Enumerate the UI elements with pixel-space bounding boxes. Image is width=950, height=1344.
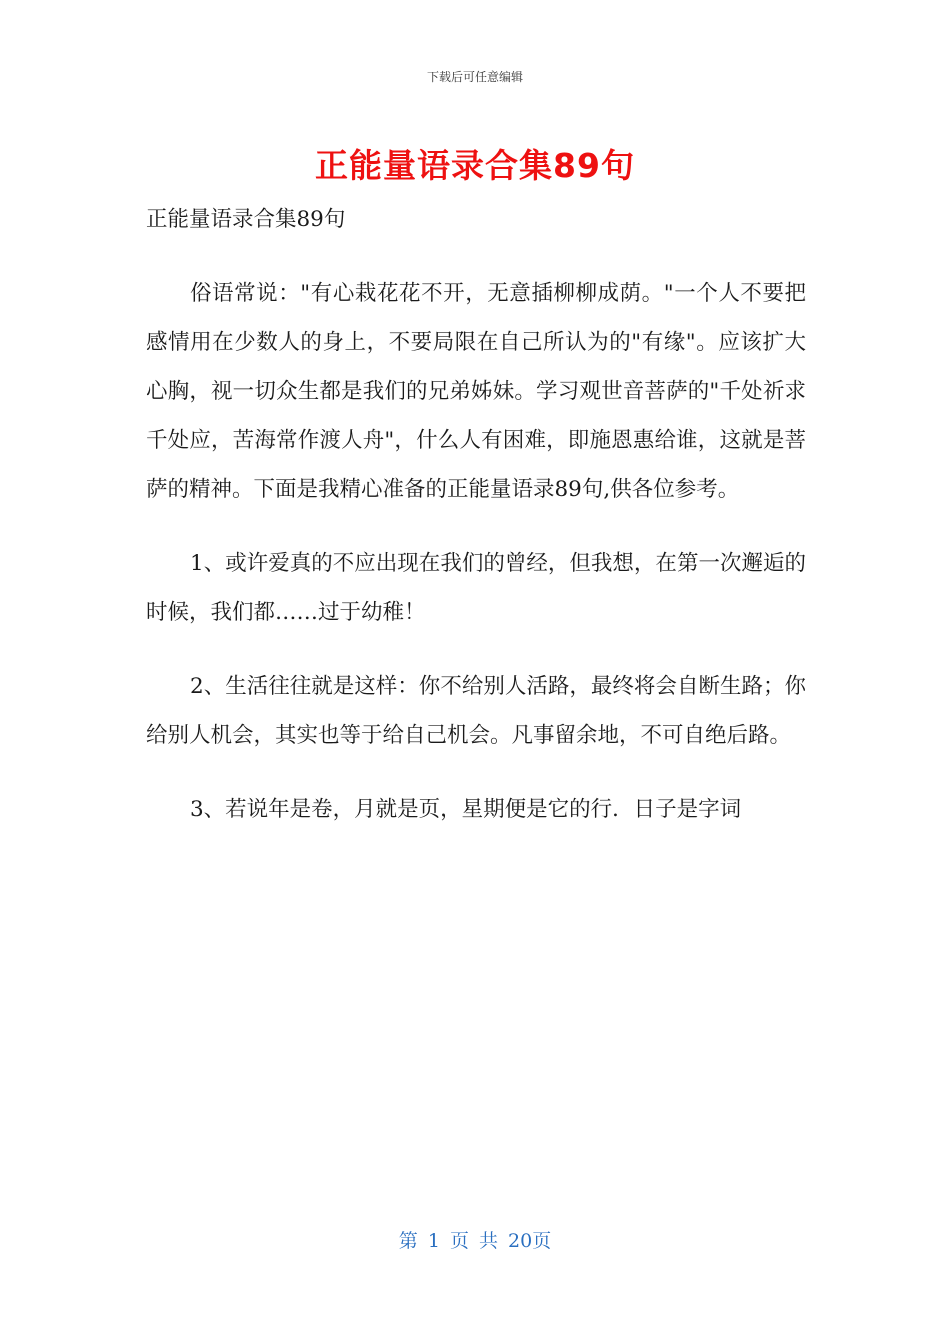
- page-number-footer: 第 1 页 共 20页: [398, 1230, 552, 1252]
- intro-paragraph: 俗语常说："有心栽花花不开，无意插柳柳成荫。"一个人不要把感情用在少数人的身上，不要局限在自己所认为的"有缘"。应该扩大心胸，视一切众生都是我们的兄弟姊妹。学习观世音菩萨的"千处祈求千处应，苦海常作渡人舟"，什么人有困难，即施恩惠给谁，这就是菩萨的精神。下面是我精心准备的正能量语录89句,供各位参考。: [146, 281, 806, 502]
- document-body: [146, 195, 806, 859]
- quote-paragraph-2: 2、生活往往就是这样：你不给别人活路，最终将会自断生路；你给别人机会，其实也等于给自己机会。凡事留余地，不可自绝后路。: [146, 674, 806, 748]
- quote-paragraph-3: 3、若说年是卷，月就是页，星期便是它的行．日子是字词: [190, 797, 742, 822]
- document-title: 正能量语录合集89句: [315, 146, 635, 185]
- quote-paragraph-1: 1、或许爱真的不应出现在我们的曾经，但我想，在第一次邂逅的时候，我们都……过于幼稚！: [146, 551, 806, 625]
- page-header-note: 下载后可任意编辑: [426, 70, 523, 84]
- document-subtitle: 正能量语录合集89句: [146, 207, 346, 232]
